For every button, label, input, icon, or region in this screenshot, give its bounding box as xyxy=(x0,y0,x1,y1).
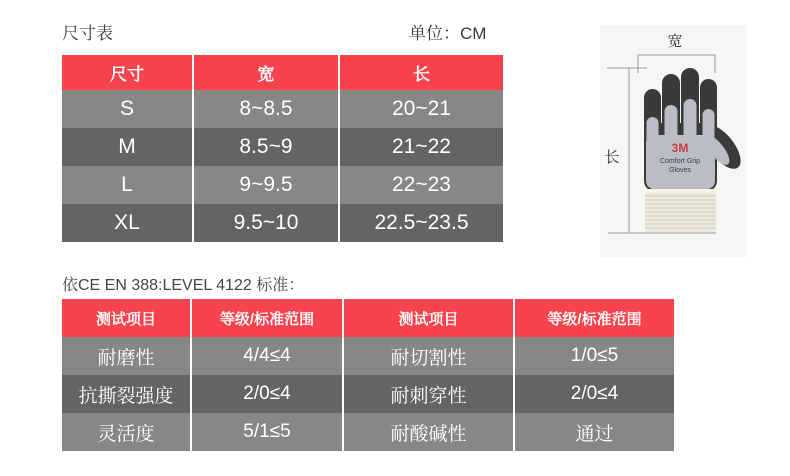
grade-value: 5/1≤5 xyxy=(190,413,342,451)
size-value: M xyxy=(62,128,192,166)
width-value: 8.5~9 xyxy=(192,128,338,166)
test-item: 抗撕裂强度 xyxy=(62,375,190,413)
std-header-test-item-1: 测试项目 xyxy=(62,299,190,337)
table-row xyxy=(62,204,503,242)
std-header-grade-range-2: 等级/标准范围 xyxy=(513,299,674,337)
product-name-line1: Comfort Grip xyxy=(659,158,701,165)
size-value: XL xyxy=(62,204,192,242)
test-item: 耐酸碱性 xyxy=(342,413,513,451)
table-row xyxy=(62,413,674,451)
size-value: L xyxy=(62,166,192,204)
grade-value: 1/0≤5 xyxy=(513,337,674,375)
table-row xyxy=(62,128,503,166)
test-item: 耐磨性 xyxy=(62,337,190,375)
table-row xyxy=(62,90,503,128)
glove-photo xyxy=(600,25,746,257)
size-table-header-width: 宽 xyxy=(192,55,338,90)
grade-value: 通过 xyxy=(513,413,674,451)
standard-table-header-row xyxy=(62,299,674,337)
size-table-header-size: 尺寸 xyxy=(62,55,192,90)
grade-value: 4/4≤4 xyxy=(190,337,342,375)
length-value: 22.5~23.5 xyxy=(338,204,503,242)
glove-width-label: 宽 xyxy=(667,33,683,50)
size-table-body xyxy=(62,90,503,242)
glove-measurement-figure xyxy=(600,25,746,257)
width-value: 9~9.5 xyxy=(192,166,338,204)
table-row xyxy=(62,166,503,204)
glove-cuff xyxy=(645,189,716,232)
standard-title: 依CE EN 388:LEVEL 4122 标准： xyxy=(62,277,305,294)
size-table-header-length: 长 xyxy=(338,55,503,90)
table-row xyxy=(62,375,674,413)
size-table-header-row xyxy=(62,55,503,90)
product-name-line2: Gloves xyxy=(669,167,691,174)
test-item: 耐刺穿性 xyxy=(342,375,513,413)
std-header-grade-range-1: 等级/标准范围 xyxy=(190,299,342,337)
grade-value: 2/0≤4 xyxy=(513,375,674,413)
length-value: 21~22 xyxy=(338,128,503,166)
standard-table xyxy=(62,299,674,451)
width-value: 8~8.5 xyxy=(192,90,338,128)
size-table xyxy=(62,55,503,242)
table-row xyxy=(62,337,674,375)
test-item: 耐切割性 xyxy=(342,337,513,375)
unit-label: 单位：CM xyxy=(409,24,487,43)
length-value: 20~21 xyxy=(338,90,503,128)
size-table-title: 尺寸表 xyxy=(62,24,113,43)
size-value: S xyxy=(62,90,192,128)
width-value: 9.5~10 xyxy=(192,204,338,242)
length-value: 22~23 xyxy=(338,166,503,204)
grade-value: 2/0≤4 xyxy=(190,375,342,413)
standard-table-body xyxy=(62,337,674,451)
glove-length-label: 长 xyxy=(604,149,620,166)
std-header-test-item-2: 测试项目 xyxy=(342,299,513,337)
brand-logo-3m: 3M xyxy=(671,141,689,155)
test-item: 灵活度 xyxy=(62,413,190,451)
